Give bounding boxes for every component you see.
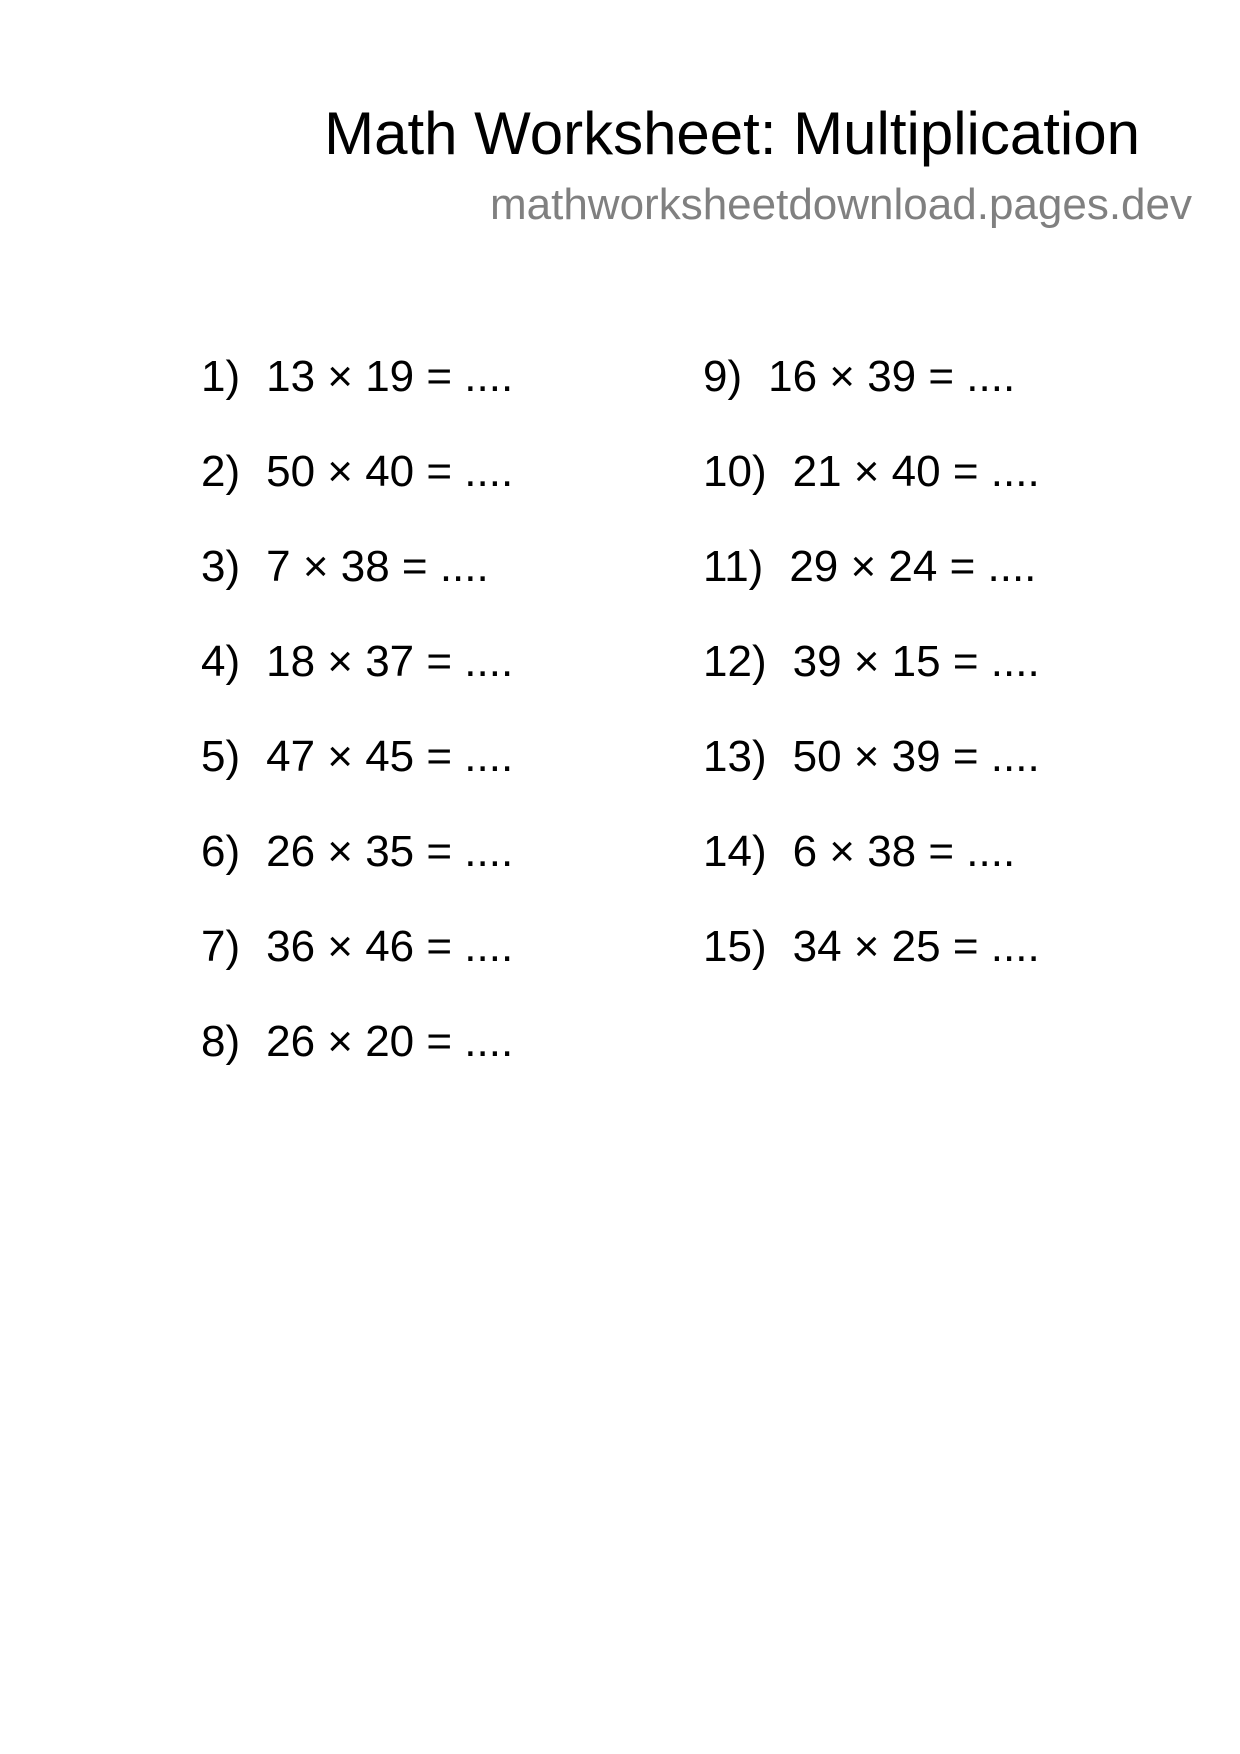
problem-expression: 29 × 24 = .... [789, 542, 1037, 591]
problem-expression: 50 × 40 = .... [266, 447, 514, 496]
problem-expression: 26 × 35 = .... [266, 827, 514, 876]
problem-item [201, 540, 513, 635]
problem-number: 2) [201, 447, 241, 496]
problem-expression: 16 × 39 = .... [768, 352, 1016, 401]
problem-item [703, 920, 1040, 1015]
problem-item [201, 635, 513, 730]
problem-expression: 21 × 40 = .... [792, 447, 1040, 496]
problem-number: 15) [703, 922, 767, 971]
problem-expression: 18 × 37 = .... [266, 637, 514, 686]
problem-item [201, 445, 513, 540]
problem-number: 13) [703, 732, 767, 781]
problem-item [201, 350, 513, 445]
problem-item [703, 730, 1040, 825]
problem-expression: 13 × 19 = .... [266, 352, 514, 401]
problem-number: 14) [703, 827, 767, 876]
problem-expression: 7 × 38 = .... [266, 542, 489, 591]
problem-expression: 47 × 45 = .... [266, 732, 514, 781]
problem-number: 11) [703, 542, 764, 591]
problem-item [201, 730, 513, 825]
problem-number: 7) [201, 922, 241, 971]
problem-number: 1) [201, 352, 241, 401]
problem-column-left [201, 350, 513, 1110]
problem-column-right [703, 350, 1040, 1015]
problem-item [703, 445, 1040, 540]
problem-expression: 39 × 15 = .... [792, 637, 1040, 686]
problem-item [703, 540, 1040, 635]
problem-expression: 50 × 39 = .... [792, 732, 1040, 781]
problem-number: 9) [703, 352, 743, 401]
problem-item [703, 825, 1040, 920]
problem-item [201, 1015, 513, 1110]
problem-item [703, 635, 1040, 730]
problem-item [201, 825, 513, 920]
worksheet-title: Math Worksheet: Multiplication [324, 100, 1140, 167]
problem-number: 10) [703, 447, 767, 496]
problem-item [703, 350, 1040, 445]
problem-item [201, 920, 513, 1015]
problem-expression: 36 × 46 = .... [266, 922, 514, 971]
website-label: mathworksheetdownload.pages.dev [489, 180, 1192, 229]
problem-number: 8) [201, 1017, 241, 1066]
problem-number: 5) [201, 732, 241, 781]
problem-number: 6) [201, 827, 241, 876]
problem-number: 12) [703, 637, 767, 686]
problem-expression: 26 × 20 = .... [266, 1017, 514, 1066]
problem-expression: 34 × 25 = .... [792, 922, 1040, 971]
problem-number: 4) [201, 637, 241, 686]
problem-expression: 6 × 38 = .... [792, 827, 1016, 876]
problem-number: 3) [201, 542, 241, 591]
